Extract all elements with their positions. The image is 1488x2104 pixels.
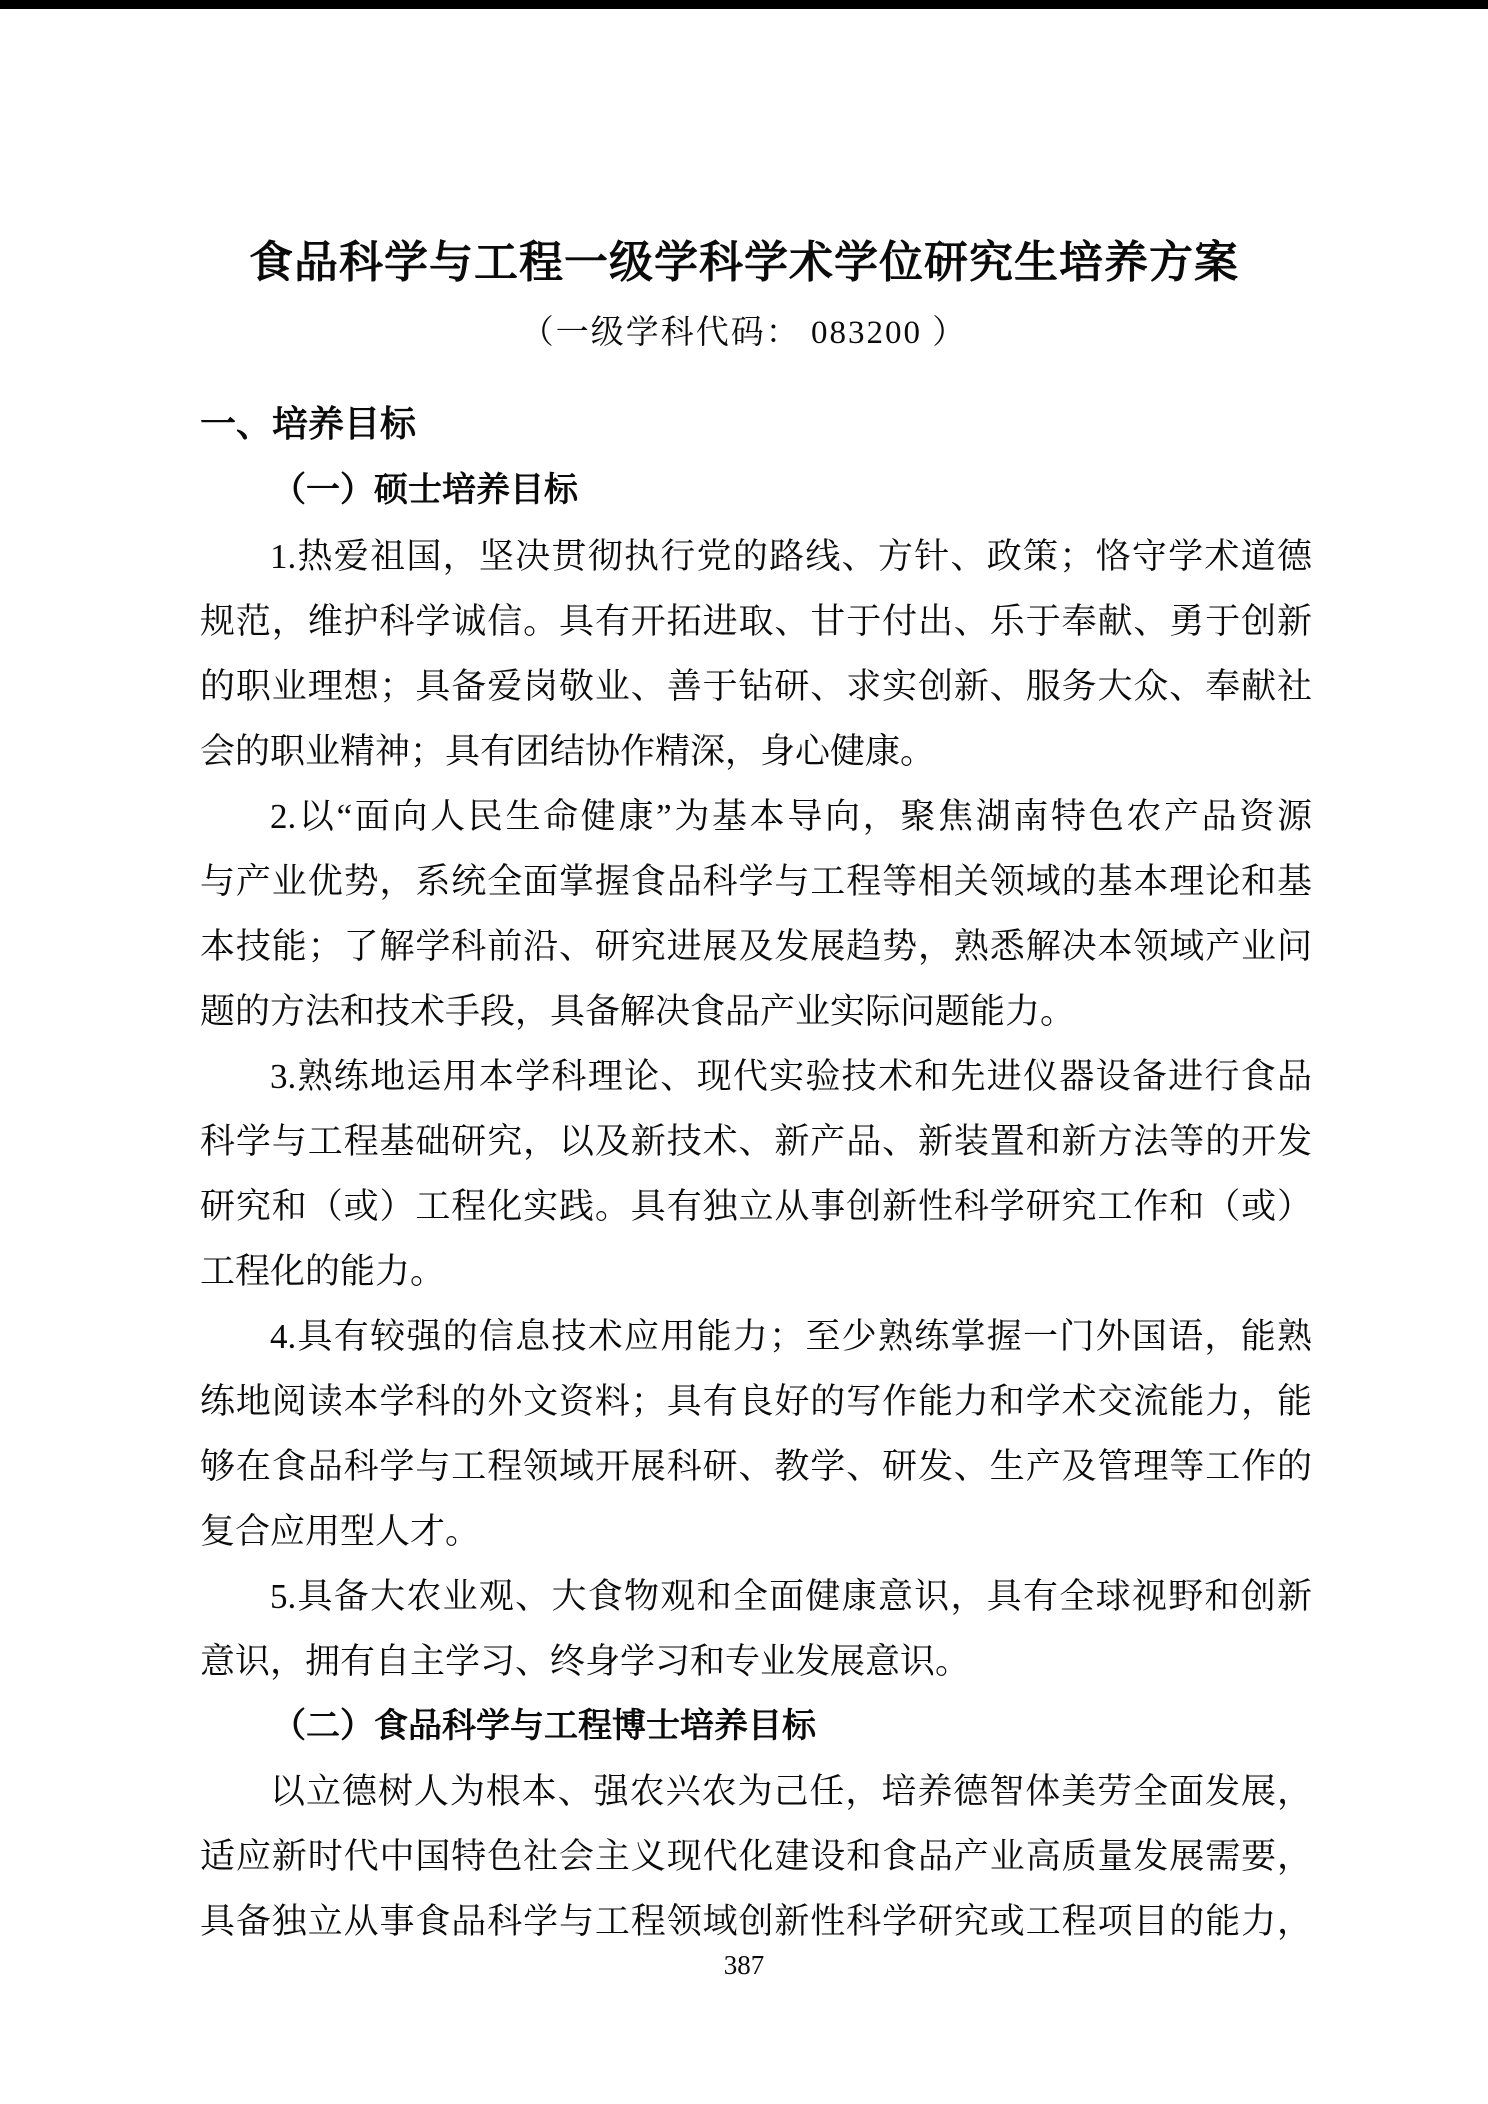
- body-line: 4.具有较强的信息技术应用能力；至少熟练掌握一门外国语，能熟: [270, 1317, 1312, 1356]
- body-line: 意识，拥有自主学习、终身学习和专业发展意识。: [200, 1642, 971, 1681]
- body-line: 规范，维护科学诚信。具有开拓进取、甘于付出、乐于奉献、勇于创新: [200, 602, 1312, 641]
- page-number: 387: [723, 1950, 765, 1980]
- body-line: 5.具备大农业观、大食物观和全面健康意识，具有全球视野和创新: [270, 1577, 1312, 1616]
- body-line: 复合应用型人才。: [200, 1512, 481, 1551]
- section-heading-training-goals: 一、培养目标: [200, 403, 417, 444]
- body-line: 科学与工程基础研究，以及新技术、新产品、新装置和新方法等的开发: [200, 1122, 1312, 1161]
- body-line: 工程化的能力。: [200, 1252, 446, 1291]
- body-line: 与产业优势，系统全面掌握食品科学与工程等相关领域的基本理论和基: [200, 862, 1312, 901]
- body-line: 2.以“面向人民生命健康”为基本导向，聚焦湖南特色农产品资源: [270, 797, 1312, 836]
- discipline-code-subtitle: （一级学科代码： 083200 ）: [520, 315, 968, 351]
- document-title: 食品科学与工程一级学科学术学位研究生培养方案: [249, 238, 1239, 287]
- body-line: 练地阅读本学科的外文资料；具有良好的写作能力和学术交流能力，能: [200, 1382, 1312, 1421]
- body-line: 够在食品科学与工程领域开展科研、教学、研发、生产及管理等工作的: [200, 1447, 1312, 1486]
- body-line: 具备独立从事食品科学与工程领域创新性科学研究或工程项目的能力，: [200, 1902, 1312, 1941]
- body-line: 会的职业精神；具有团结协作精深，身心健康。: [200, 732, 936, 771]
- subsection-heading-master-goals: （一）硕士培养目标: [272, 471, 578, 509]
- body-text: [200, 524, 1312, 1954]
- subsection-heading-doctor-goals: （二）食品科学与工程博士培养目标: [272, 1707, 816, 1745]
- body-line: 题的方法和技术手段，具备解决食品产业实际问题能力。: [200, 992, 1076, 1031]
- body-line: 以立德树人为根本、强农兴农为己任，培养德智体美劳全面发展，: [270, 1772, 1312, 1811]
- body-line: 的职业理想；具备爱岗敬业、善于钻研、求实创新、服务大众、奉献社: [200, 667, 1312, 706]
- body-line: 1.热爱祖国，坚决贯彻执行党的路线、方针、政策；恪守学术道德: [270, 537, 1312, 576]
- body-line: 适应新时代中国特色社会主义现代化建设和食品产业高质量发展需要，: [200, 1837, 1312, 1876]
- body-line: 3.熟练地运用本学科理论、现代实验技术和先进仪器设备进行食品: [270, 1057, 1312, 1096]
- body-line: 研究和（或）工程化实践。具有独立从事创新性科学研究工作和（或）: [200, 1187, 1312, 1226]
- body-line: 本技能；了解学科前沿、研究进展及发展趋势，熟悉解决本领域产业问: [200, 927, 1312, 966]
